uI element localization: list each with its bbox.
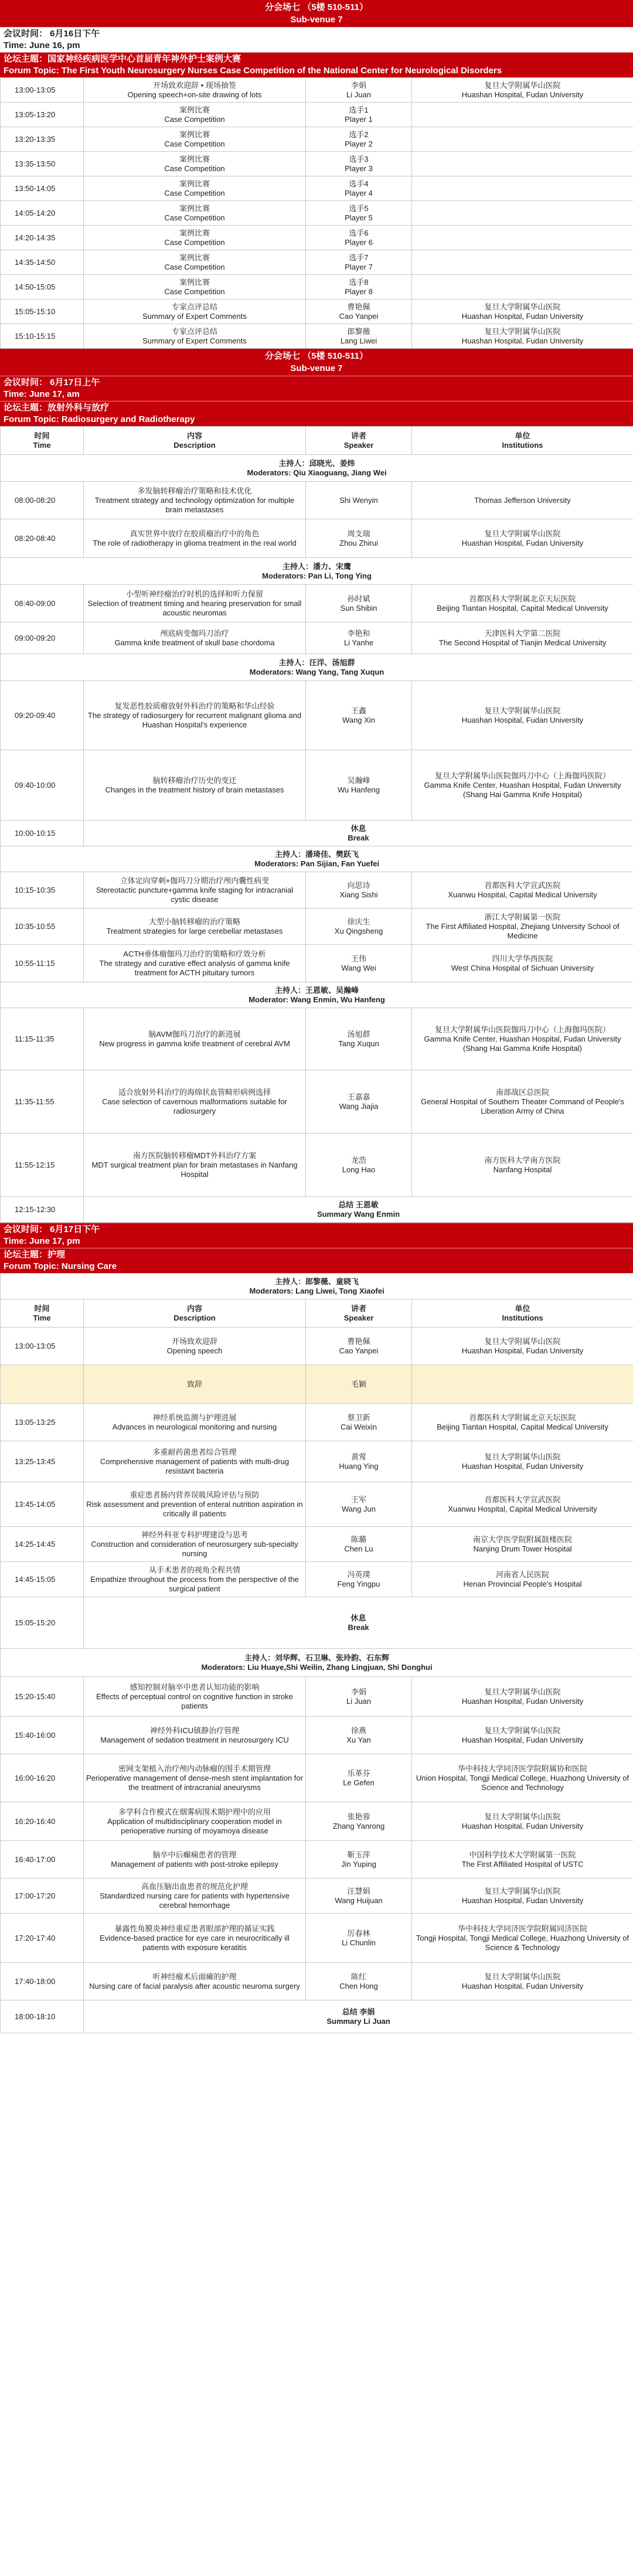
row-speaker: 李艳和 Li Yanhe [306,622,412,654]
row-institution: 河南省人民医院 Henan Provincial People's Hospital [412,1562,633,1597]
row-description: 适合放射外科治疗的海绵状血管畸形病例选择 Case selection of cavernous malformations suitable for radiosurgery [84,1070,306,1134]
row-institution: 复旦大学附属华山医院 Huashan Hospital, Fudan University [412,1802,633,1841]
row-speaker: 陈红 Chen Hong [306,1963,412,2000]
row-description: 脑卒中后癫痫患者的管理 Management of patients with post-stroke epilepsy [84,1841,306,1879]
row-time: 09:20-09:40 [1,681,84,750]
row-description: 脑AVM伽玛刀治疗的新进展 New progress in gamma knife treatment of cerebral AVM [84,1008,306,1070]
row-institution: 南方医科大学南方医院 Nanfang Hospital [412,1134,633,1197]
row-description: 多发脑转移瘤治疗策略和技术优化 Treatment strategy and technology optimization for multiple brain metastases [84,482,306,519]
row-description: 神经外科亚专科护理建设与思考 Construction and consideration of neurosurgery sub-specialty nursing [84,1527,306,1562]
summary-row [1,1197,633,1223]
row-time: 11:15-11:35 [1,1008,84,1070]
break-row [1,1597,633,1649]
table-row [1,1677,633,1717]
break-row-cell: 休息 Break [84,1597,633,1649]
row-institution: 复旦大学附属华山医院 Huashan Hospital, Fudan University [412,1717,633,1754]
row-speaker: 乐革芬 Le Gefen [306,1754,412,1802]
row-description: 开场致欢迎辞 Opening speech [84,1328,306,1365]
row-description: 从手术患者的视角全程共情 Empathize throughout the process from the perspective of the surgical patient [84,1562,306,1597]
row-description: 案例比赛 Case Competition [84,226,306,250]
row-time: 15:05-15:20 [1,1597,84,1649]
row-description: 案例比赛 Case Competition [84,275,306,300]
table-row [1,152,633,176]
row-institution: 复旦大学附属华山医院 Huashan Hospital, Fudan University [412,300,633,324]
venue-banner-1 [0,0,633,27]
row-time: 15:20-15:40 [1,1677,84,1717]
row-time: 14:05-14:20 [1,201,84,226]
session1-topic-cn: 论坛主题：国家神经疾病医学中心首届青年神外护士案例大赛 [4,54,241,64]
table-row [1,1802,633,1841]
table-row [1,872,633,908]
table-row [1,176,633,201]
row-institution: 复旦大学附属华山医院 Huashan Hospital, Fudan University [412,1879,633,1914]
session3-topic-cn: 论坛主题：护理 [4,1250,66,1260]
venue-title-en: Sub-venue 7 [290,363,343,373]
row-time: 17:00-17:20 [1,1879,84,1914]
row-time: 10:15-10:35 [1,872,84,908]
break-row [1,821,633,846]
table-row [1,250,633,275]
row-speaker: 汤旭群 Tang Xuqun [306,1008,412,1070]
row-institution: 华中科技大学同济医学院附属协和医院 Union Hospital, Tongji Medical College, Huazhong University of Science and Technology [412,1754,633,1802]
row-speaker: 汪慧娟 Wang Huijuan [306,1879,412,1914]
row-time [1,1365,84,1404]
table-row [1,585,633,622]
row-description: ACTH垂体瘤伽玛刀治疗的策略和疗效分析 The strategy and curative effect analysis of gamma knife treatment for ACTH pituitary tumors [84,945,306,982]
row-institution [412,127,633,152]
session1-time-en: Time: June 16, pm [4,40,80,50]
moderator-row [1,558,633,585]
moderator-row [1,1274,633,1299]
row-time: 18:00-18:10 [1,2000,84,2033]
table-row [1,1365,633,1404]
moderator-row [1,846,633,872]
row-time: 14:45-15:05 [1,1562,84,1597]
row-description: 感知控制对脑卒中患者认知功能的影响 Effects of perceptual control on cognitive function in stroke patients [84,1677,306,1717]
row-time: 09:00-09:20 [1,622,84,654]
row-description: 密网支架植入治疗颅内动脉瘤的围手术期管理 Perioperative management of dense-mesh stent implantation for the treatment of intracranial aneurysms [84,1754,306,1802]
table-row [1,681,633,750]
row-speaker: 王伟 Wang Wei [306,945,412,982]
row-description: 案例比赛 Case Competition [84,250,306,275]
row-speaker: 选手2 Player 2 [306,127,412,152]
row-time: 13:00-13:05 [1,1328,84,1365]
row-description: 神经外科ICU镇静治疗管理 Management of sedation treatment in neurosurgery ICU [84,1717,306,1754]
row-speaker: 向思诗 Xiang Sishi [306,872,412,908]
row-institution [412,1365,633,1404]
col-header-time: 时间 Time [1,1299,84,1328]
row-description: 专家点评总结 Summary of Expert Comments [84,324,306,349]
table-row [1,1562,633,1597]
moderator-cell: 主持人：潘琦佳、樊跃飞 Moderators: Pan Sijian, Fan Yuefei [1,846,633,872]
col-header-institutions: 单位 Institutions [412,427,633,455]
table-row [1,226,633,250]
table-row [1,300,633,324]
row-description: 案例比赛 Case Competition [84,176,306,201]
col-header-speaker: 讲者 Speaker [306,1299,412,1328]
row-description: 多学科合作模式在烟雾病围术期护理中的应用 Application of multidisciplinary cooperation model in perioperative nursing of moyamoya disease [84,1802,306,1841]
session2-topic-cn: 论坛主题：放射外科与放疗 [4,403,110,413]
row-institution: 华中科技大学同济医学院附属同济医院 Tongji Hospital, Tongji Medical College, Huazhong University of Science & Technology [412,1914,633,1963]
row-time: 13:45-14:05 [1,1482,84,1527]
session3-topic-en: Forum Topic: Nursing Care [4,1261,117,1271]
session3-topic [0,1248,633,1273]
row-institution: 复旦大学附属华山医院伽玛刀中心（上海伽玛医院） Gamma Knife Center, Huashan Hospital, Fudan University (Shang Hai Gamma Knife Hospital) [412,750,633,821]
row-time: 14:20-14:35 [1,226,84,250]
row-institution: 南京大学医学院附属鼓楼医院 Nanjing Drum Tower Hospital [412,1527,633,1562]
session1-time [0,27,633,52]
row-institution: 首都医科大学附属北京天坛医院 Beijing Tiantan Hospital, Capital Medical University [412,1404,633,1441]
row-time: 10:00-10:15 [1,821,84,846]
row-description: 开场致欢迎辞 • 现场抽签 Opening speech+on-site drawing of lots [84,78,306,103]
session3-rows [1,1274,633,2033]
session1-time-cn: 会议时间： 6月16日下午 [4,29,100,39]
column-header-row [1,1299,633,1328]
table-row [1,1328,633,1365]
col-header-description: 内容 Description [84,1299,306,1328]
row-time: 08:00-08:20 [1,482,84,519]
row-description: 真实世界中放疗在胶质瘤治疗中的角色 The role of radiotherapy in glioma treatment in the real world [84,519,306,558]
row-time: 14:25-14:45 [1,1527,84,1562]
table-row [1,103,633,127]
table-row [1,1070,633,1134]
row-speaker: 王嘉嘉 Wang Jiajia [306,1070,412,1134]
row-time: 13:35-13:50 [1,152,84,176]
row-speaker: 徐燕 Xu Yan [306,1717,412,1754]
row-institution [412,152,633,176]
table-row [1,908,633,945]
row-time: 16:40-17:00 [1,1841,84,1879]
row-speaker: 厉春林 Li Chunlin [306,1914,412,1963]
row-time: 11:35-11:55 [1,1070,84,1134]
row-description: 暴露性角膜炎神经重症患者眼部护理的循证实践 Evidence-based practice for eye care in neurocritically ill patients with exposure keratitis [84,1914,306,1963]
row-institution: Thomas Jefferson University [412,482,633,519]
table-row [1,78,633,103]
row-speaker: 李娟 Li Juan [306,1677,412,1717]
moderator-cell: 主持人：汪洋、汤旭群 Moderators: Wang Yang, Tang Xuqun [1,654,633,681]
moderator-row [1,1649,633,1677]
row-institution: 复旦大学附属华山医院 Huashan Hospital, Fudan University [412,519,633,558]
venue-title-cn: 分会场七 （5楼 510-511） [265,2,368,12]
row-speaker: 孙时斌 Sun Shibin [306,585,412,622]
row-institution: 首都医科大学附属北京天坛医院 Beijing Tiantan Hospital, Capital Medical University [412,585,633,622]
row-institution: 复旦大学附属华山医院 Huashan Hospital, Fudan University [412,1328,633,1365]
moderator-row [1,982,633,1008]
row-time: 13:00-13:05 [1,78,84,103]
row-time: 17:40-18:00 [1,1963,84,2000]
row-time: 10:55-11:15 [1,945,84,982]
table-row [1,1754,633,1802]
row-institution [412,275,633,300]
table-row [1,275,633,300]
table-row [1,622,633,654]
row-institution: 复旦大学附属华山医院 Huashan Hospital, Fudan University [412,681,633,750]
session3-time [0,1223,633,1248]
session2-time [0,376,633,401]
row-time: 15:10-15:15 [1,324,84,349]
table-row [1,750,633,821]
row-speaker: 选手6 Player 6 [306,226,412,250]
row-description: 立体定向穿刺+伽玛刀分期治疗颅内囊性病变 Stereotactic puncture+gamma knife staging for intracranial cystic disease [84,872,306,908]
table-row [1,1482,633,1527]
row-speaker: 选手8 Player 8 [306,275,412,300]
session3-time-en: Time: June 17, pm [4,1236,80,1246]
session3-table [0,1273,633,2033]
row-institution: 南部战区总医院 General Hospital of Southern Theater Command of People's Liberation Army of China [412,1070,633,1134]
row-description: 案例比赛 Case Competition [84,103,306,127]
row-speaker: 选手1 Player 1 [306,103,412,127]
row-speaker: 周支瑞 Zhou Zhirui [306,519,412,558]
row-institution: 中国科学技术大学附属第一医院 The First Affiliated Hospital of USTC [412,1841,633,1879]
table-row [1,1963,633,2000]
row-speaker: 曹艳佩 Cao Yanpei [306,1328,412,1365]
session2-topic [0,401,633,426]
row-speaker: 毛颖 [306,1365,412,1404]
row-speaker: 选手3 Player 3 [306,152,412,176]
session2-topic-en: Forum Topic: Radiosurgery and Radiotherapy [4,414,195,424]
row-description: 神经系统监测与护理进展 Advances in neurological monitoring and nursing [84,1404,306,1441]
row-speaker: 陈璐 Chen Lu [306,1527,412,1562]
table-row [1,127,633,152]
row-time: 14:35-14:50 [1,250,84,275]
session1-rows [1,78,633,349]
row-description: 致辞 [84,1365,306,1404]
row-speaker: 靳玉萍 Jin Yuping [306,1841,412,1879]
row-time: 13:50-14:05 [1,176,84,201]
row-institution: 首都医科大学宣武医院 Xuanwu Hospital, Capital Medical University [412,872,633,908]
summary-row [1,2000,633,2033]
row-time: 13:20-13:35 [1,127,84,152]
row-speaker: 选手5 Player 5 [306,201,412,226]
row-time: 09:40-10:00 [1,750,84,821]
row-description: 多重耐药菌患者综合管理 Comprehensive management of patients with multi-drug resistant bacteria [84,1441,306,1482]
table-row [1,1879,633,1914]
summary-row-cell: 总结 李娟 Summary Li Juan [84,2000,633,2033]
table-row [1,945,633,982]
row-time: 16:00-16:20 [1,1754,84,1802]
row-speaker: 张艳蓉 Zhang Yanrong [306,1802,412,1841]
venue-banner-2 [0,349,633,376]
row-time: 08:20-08:40 [1,519,84,558]
row-speaker: 冯英璞 Feng Yingpu [306,1562,412,1597]
col-header-institutions: 单位 Institutions [412,1299,633,1328]
row-description: 重症患者肠内营养误吸风险评估与预防 Risk assessment and prevention of enteral nutrition aspiration in critically ill patients [84,1482,306,1527]
session1-topic-en: Forum Topic: The First Youth Neurosurgery Nurses Case Competition of the National Center for Neurological Disorders [4,66,502,76]
session2-table [0,426,633,1223]
row-time: 13:25-13:45 [1,1441,84,1482]
row-speaker: 郎黎薇 Lang Liwei [306,324,412,349]
moderator-cell: 主持人：刘华辉、石卫琳、张玲韵、石东辉 Moderators: Liu Huaye,Shi Weilin, Zhang Lingjuan, Shi Donghui [1,1649,633,1677]
moderator-cell: 主持人：郎黎薇、童晓飞 Moderators: Lang Liwei, Tong Xiaofei [1,1274,633,1299]
moderator-row [1,455,633,482]
moderator-row [1,654,633,681]
table-row [1,1008,633,1070]
row-speaker: 王鑫 Wang Xin [306,681,412,750]
row-institution: 复旦大学附属华山医院 Huashan Hospital, Fudan University [412,324,633,349]
row-time: 13:05-13:20 [1,103,84,127]
row-description: 大型小脑转移瘤的治疗策略 Treatment strategies for large cerebellar metastases [84,908,306,945]
col-header-description: 内容 Description [84,427,306,455]
table-row [1,1404,633,1441]
row-institution: 复旦大学附属华山医院 Huashan Hospital, Fudan University [412,1441,633,1482]
row-time: 12:15-12:30 [1,1197,84,1223]
row-institution: 复旦大学附属华山医院 Huashan Hospital, Fudan University [412,1677,633,1717]
table-row [1,482,633,519]
row-description: 小型听神经瘤治疗时机的选择和听力保留 Selection of treatment timing and hearing preservation for small acoustic neuromas [84,585,306,622]
break-row-cell: 休息 Break [84,821,633,846]
row-time: 10:35-10:55 [1,908,84,945]
session1-table [0,77,633,349]
session1-topic [0,52,633,77]
row-institution: 复旦大学附属华山医院 Huashan Hospital, Fudan University [412,78,633,103]
table-row [1,1841,633,1879]
col-header-time: 时间 Time [1,427,84,455]
moderator-cell: 主持人：邱晓光、姜炜 Moderators: Qiu Xiaoguang, Jiang Wei [1,455,633,482]
table-row [1,1134,633,1197]
row-time: 11:55-12:15 [1,1134,84,1197]
row-institution [412,176,633,201]
row-time: 17:20-17:40 [1,1914,84,1963]
row-speaker: 选手4 Player 4 [306,176,412,201]
row-speaker: 选手7 Player 7 [306,250,412,275]
row-description: 南方医院脑转移瘤MDT外科治疗方案 MDT surgical treatment plan for brain metastases in Nanfang Hospital [84,1134,306,1197]
row-speaker: 吴瀚峰 Wu Hanfeng [306,750,412,821]
session2-time-cn: 会议时间： 6月17日上午 [4,377,100,387]
table-row [1,201,633,226]
session2-time-en: Time: June 17, am [4,389,80,399]
moderator-cell: 主持人：潘力、宋鹰 Moderators: Pan Li, Tong Ying [1,558,633,585]
row-description: 专家点评总结 Summary of Expert Comments [84,300,306,324]
row-description: 案例比赛 Case Competition [84,127,306,152]
row-institution: 首都医科大学宣武医院 Xuanwu Hospital, Capital Medical University [412,1482,633,1527]
table-row [1,324,633,349]
row-institution: 浙江大学附属第一医院 The First Affiliated Hospital, Zhejiang University School of Medicine [412,908,633,945]
row-time: 08:40-09:00 [1,585,84,622]
table-row [1,519,633,558]
moderator-cell: 主持人：王恩敏、吴瀚峰 Moderator: Wang Enmin, Wu Hanfeng [1,982,633,1008]
row-institution [412,226,633,250]
row-speaker: Shi Wenyin [306,482,412,519]
col-header-speaker: 讲者 Speaker [306,427,412,455]
row-time: 15:05-15:10 [1,300,84,324]
row-speaker: 徐庆生 Xu Qingsheng [306,908,412,945]
row-institution: 复旦大学附属华山医院伽玛刀中心（上海伽玛医院） Gamma Knife Center, Huashan Hospital, Fudan University (Shang Hai Gamma Knife Hospital) [412,1008,633,1070]
row-description: 颅底病变伽玛刀治疗 Gamma knife treatment of skull base chordoma [84,622,306,654]
table-row [1,1914,633,1963]
row-description: 复发恶性胶质瘤放射外科治疗的策略和华山经验 The strategy of radiosurgery for recurrent malignant glioma and Huashan Hospital's experience [84,681,306,750]
row-time: 13:05-13:25 [1,1404,84,1441]
summary-row-cell: 总结 王恩敏 Summary Wang Enmin [84,1197,633,1223]
row-speaker: 龙浩 Long Hao [306,1134,412,1197]
row-institution [412,201,633,226]
table-row [1,1717,633,1754]
row-institution: 四川大学华西医院 West China Hospital of Sichuan University [412,945,633,982]
row-speaker: 王军 Wang Jun [306,1482,412,1527]
row-speaker: 曹艳佩 Cao Yanpei [306,300,412,324]
row-description: 脑转移瘤治疗历史的变迁 Changes in the treatment history of brain metastases [84,750,306,821]
row-time: 15:40-16:00 [1,1717,84,1754]
row-speaker: 蔡卫新 Cai Weixin [306,1404,412,1441]
row-speaker: 黄莺 Huang Ying [306,1441,412,1482]
row-institution: 天津医科大学第二医院 The Second Hospital of Tianjin Medical University [412,622,633,654]
row-speaker: 李娟 Li Juan [306,78,412,103]
row-description: 听神经瘤术后面瘫的护理 Nursing care of facial paralysis after acoustic neuroma surgery [84,1963,306,2000]
row-institution [412,250,633,275]
row-time: 14:50-15:05 [1,275,84,300]
row-description: 案例比赛 Case Competition [84,201,306,226]
row-description: 案例比赛 Case Competition [84,152,306,176]
row-description: 高血压脑出血患者的规范化护理 Standardized nursing care for patients with hypertensive cerebral hemorrhage [84,1879,306,1914]
session3-time-cn: 会议时间： 6月17日下午 [4,1224,100,1234]
row-time: 16:20-16:40 [1,1802,84,1841]
venue-title-en: Sub-venue 7 [290,15,343,25]
venue-title-cn: 分会场七 （5楼 510-511） [265,351,368,361]
table-row [1,1441,633,1482]
column-header-row [1,427,633,455]
table-row [1,1527,633,1562]
row-institution: 复旦大学附属华山医院 Huashan Hospital, Fudan University [412,1963,633,2000]
row-institution [412,103,633,127]
session2-rows [1,427,633,1223]
